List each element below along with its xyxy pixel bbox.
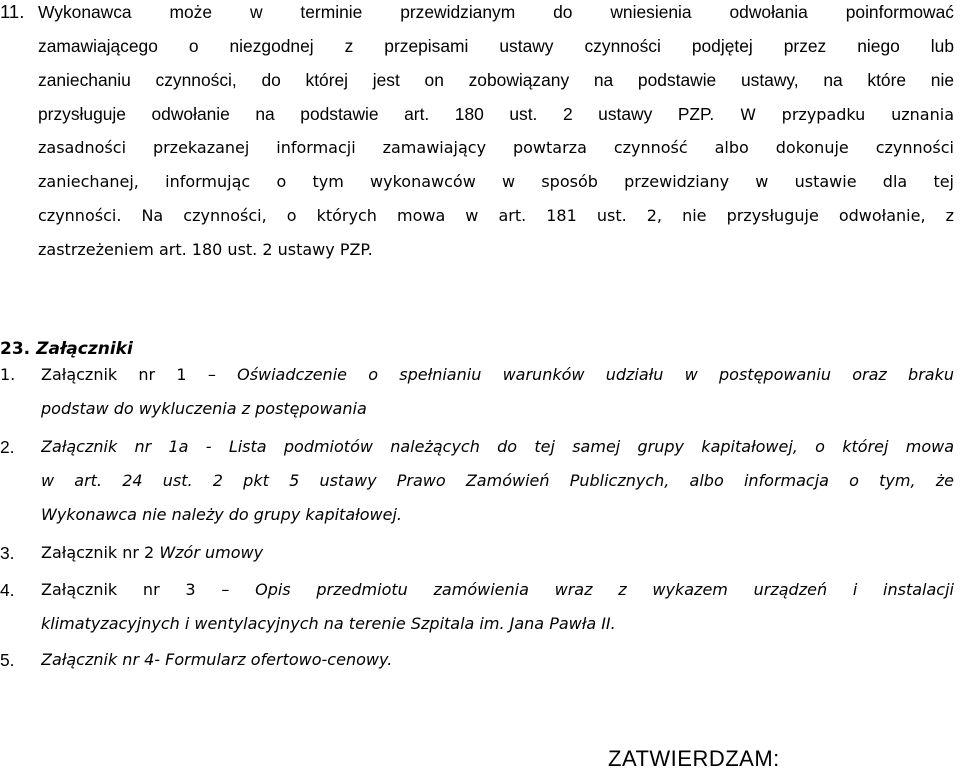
attachment-title: Opis przedmiotu zamówienia wraz z wykazem urządzeń i instalacji — [255, 580, 954, 599]
paragraph-11 — [0, 0, 960, 290]
attachment-line: Wykonawca nie należy do grupy kapitałowej. — [41, 505, 402, 524]
section-number: 23. — [0, 339, 31, 359]
attachment-line: podstaw do wykluczenia z postępowania — [41, 399, 367, 418]
attachment-line: Załącznik nr 1a - Lista podmiotów należących do tej samej grupy kapitałowej, o której mowa — [41, 437, 954, 456]
attachment-number: 3. — [0, 543, 15, 563]
paragraph-number: 11. — [0, 1, 25, 22]
attachment-number: 2. — [0, 437, 15, 457]
paragraph-line-part: W przypadku uznania — [740, 105, 954, 124]
attachment-line — [41, 358, 954, 392]
attachment-label: Załącznik nr 1 – — [41, 365, 238, 384]
paragraph-line: czynności. Na czynności, o których mowa w art. 181 ust. 2, nie przysługuje odwołanie, z — [38, 206, 954, 225]
approval-label: ZATWIERDZAM: — [608, 746, 780, 771]
attachment-line — [41, 536, 954, 570]
attachment-line: Załącznik nr 4- Formularz ofertowo-cenowy. — [41, 650, 393, 669]
paragraph-line: Wykonawca może w terminie przewidzianym do wniesienia odwołania poinformować — [38, 2, 954, 22]
paragraph-line: zamawiającego o niezgodnej z przepisami ustawy czynności podjętej przez niego lub — [38, 36, 954, 56]
attachment-title: Wzór umowy — [159, 543, 264, 562]
attachment-title: Oświadczenie o spełnianiu warunków udziału w postępowaniu oraz braku — [237, 365, 954, 384]
attachment-line: klimatyzacyjnych i wentylacyjnych na terenie Szpitala im. Jana Pawła II. — [41, 614, 616, 633]
attachment-number: 4. — [0, 580, 15, 600]
attachment-number: 5. — [0, 650, 15, 670]
attachment-label: Załącznik nr 2 — [41, 543, 160, 562]
attachment-line — [41, 573, 954, 607]
section-title: Załączniki — [36, 339, 133, 359]
paragraph-line-part: przysługuje odwołanie na podstawie art. 180 ust. 2 ustawy PZP. — [38, 104, 715, 124]
attachment-label: Załącznik nr 3 – — [41, 580, 256, 599]
paragraph-line: zaniechaniu czynności, do której jest on zobowiązany na podstawie ustawy, na które nie — [38, 70, 954, 90]
paragraph-line: zaniechanej, informując o tym wykonawców w sposób przewidziany w ustawie dla tej — [38, 172, 954, 191]
attachment-line: w art. 24 ust. 2 pkt 5 ustawy Prawo Zamówień Publicznych, albo informacja o tym, że — [41, 471, 954, 490]
paragraph-line-mixed — [38, 97, 954, 131]
attachment-number: 1. — [0, 365, 16, 384]
paragraph-line: zastrzeżeniem art. 180 ust. 2 ustawy PZP. — [38, 240, 373, 259]
paragraph-line: zasadności przekazanej informacji zamawiający powtarza czynność albo dokonuje czynności — [38, 138, 954, 157]
